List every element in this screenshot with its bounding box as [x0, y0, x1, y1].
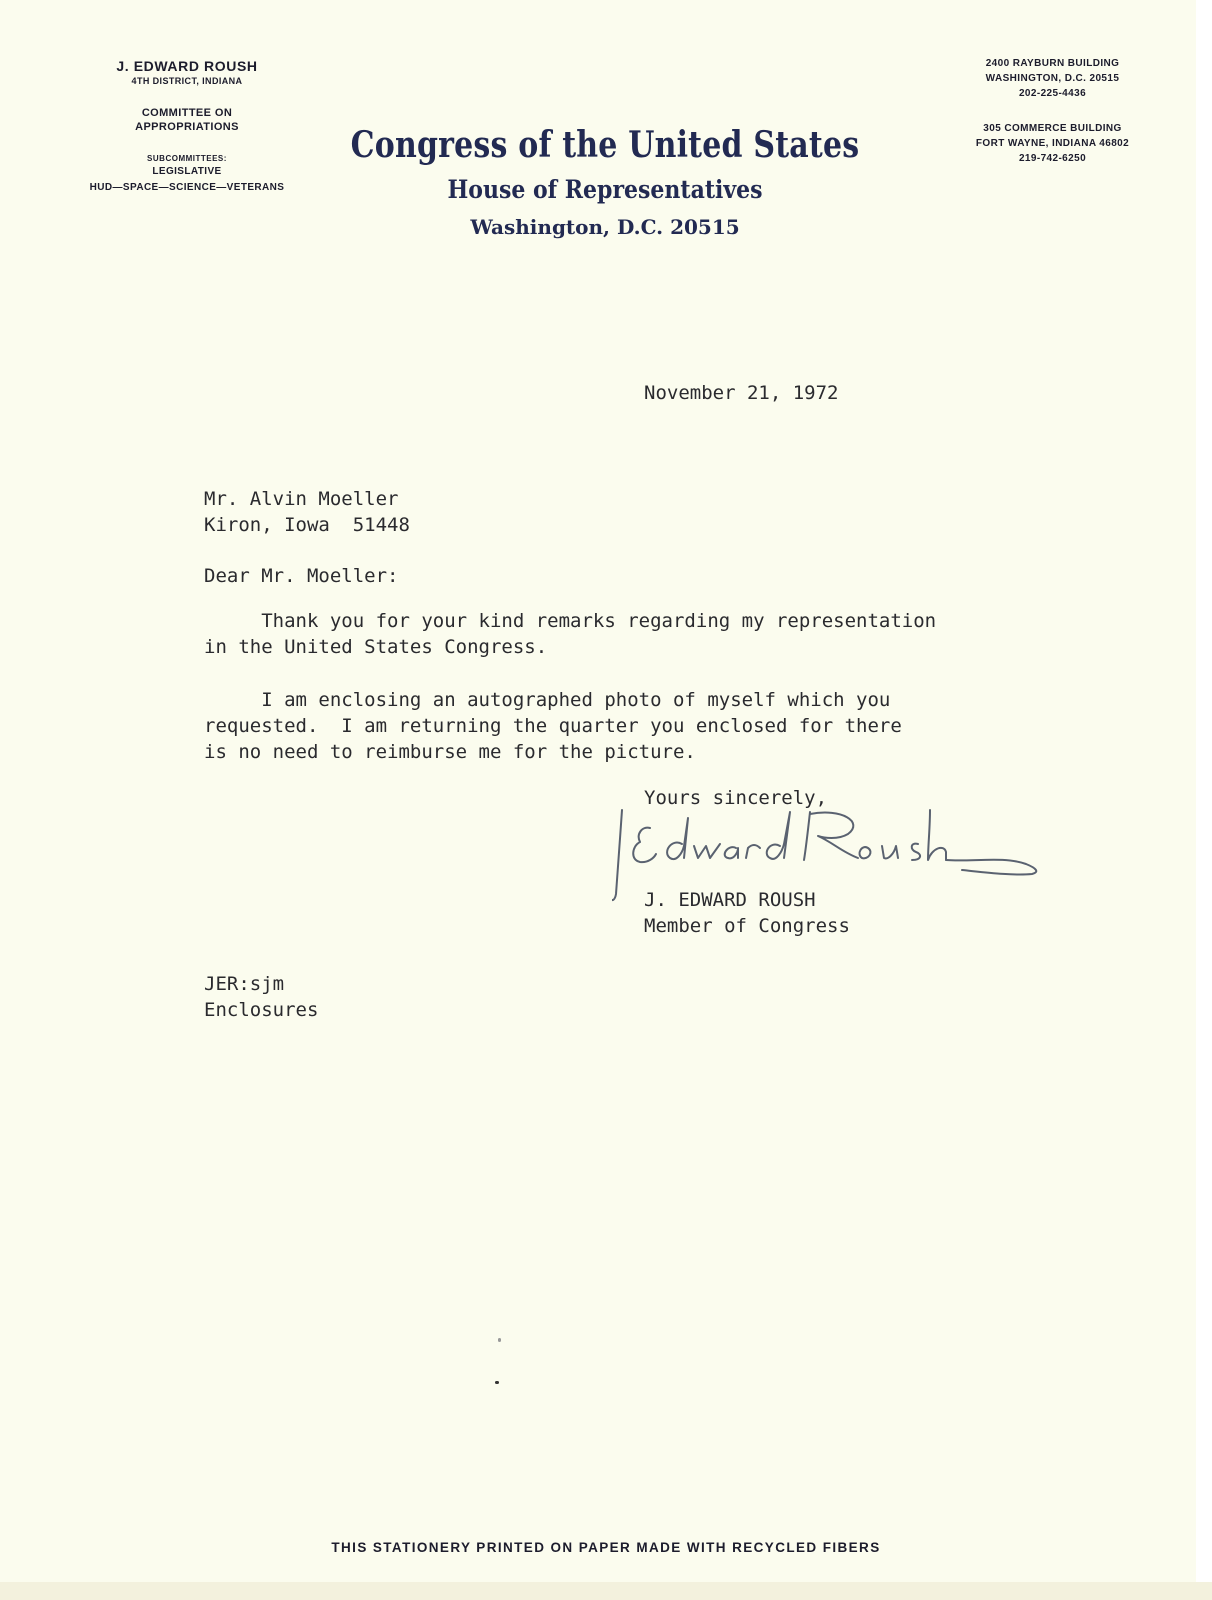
- letterhead-member-block: [72, 58, 302, 195]
- page-edge-bottom: [0, 1582, 1212, 1600]
- letterhead-offices-block: [925, 56, 1180, 166]
- paragraph-2-line-1: I am enclosing an autographed photo of myself which you: [204, 689, 891, 711]
- recipient-address: [204, 486, 410, 538]
- paragraph-1-line-1: Thank you for your kind remarks regarding my representation: [204, 610, 937, 632]
- paragraph-1-line-2: in the United States Congress.: [204, 636, 548, 658]
- page-edge-right: [1196, 0, 1212, 1600]
- paragraph-2-line-3: is no need to reimburse me for the picture.: [204, 741, 696, 763]
- recipient-city: Kiron, Iowa 51448: [204, 514, 410, 536]
- committee-line-2: APPROPRIATIONS: [135, 121, 239, 133]
- paper-speck: [495, 1381, 499, 1384]
- committee-line-1: COMMITTEE ON: [141, 107, 233, 119]
- letterhead-title-block: [330, 124, 880, 239]
- member-district: 4TH DISTRICT, INDIANA: [131, 76, 243, 86]
- dc-office-phone: 202-225-4436: [1018, 88, 1087, 99]
- subcommittees-heading: SUBCOMMITTEES:: [147, 154, 227, 163]
- enclosures-note: Enclosures: [204, 999, 319, 1021]
- paragraph-2-line-2: requested. I am returning the quarter you enclosed for there: [204, 715, 902, 737]
- signer-name: J. EDWARD ROUSH: [644, 889, 816, 911]
- letterhead-title: Congress of the United States: [350, 124, 860, 167]
- letterhead-city: Washington, D.C. 20515: [470, 215, 740, 239]
- closing: Yours sincerely,: [644, 787, 828, 809]
- dc-office-line-2: WASHINGTON, D.C. 20515: [985, 73, 1120, 84]
- district-office-line-2: FORT WAYNE, INDIANA 46802: [975, 138, 1130, 149]
- subcommittee-1: LEGISLATIVE: [152, 166, 222, 177]
- signature-block: [644, 887, 850, 939]
- subcommittee-2: HUD—SPACE—SCIENCE—VETERANS: [89, 182, 285, 193]
- stationery-footer: THIS STATIONERY PRINTED ON PAPER MADE WITH RECYCLED FIBERS: [331, 1540, 881, 1555]
- district-office-phone: 219-742-6250: [1018, 153, 1087, 164]
- dc-office-line-1: 2400 RAYBURN BUILDING: [985, 58, 1120, 69]
- committee-block: [72, 106, 302, 134]
- district-office-line-1: 305 COMMERCE BUILDING: [983, 123, 1122, 134]
- paragraph-1: [204, 608, 936, 660]
- recipient-name: Mr. Alvin Moeller: [204, 488, 399, 510]
- reference-initials: JER:sjm: [204, 973, 285, 995]
- paragraph-2: [204, 687, 902, 765]
- reference-block: [204, 971, 318, 1023]
- letterhead-house: House of Representatives: [447, 175, 763, 205]
- salutation: Dear Mr. Moeller:: [204, 565, 399, 587]
- signer-title: Member of Congress: [644, 915, 850, 937]
- member-name: J. EDWARD ROUSH: [116, 58, 258, 74]
- paper-speck: [498, 1338, 501, 1342]
- letter-date: November 21, 1972: [644, 382, 839, 404]
